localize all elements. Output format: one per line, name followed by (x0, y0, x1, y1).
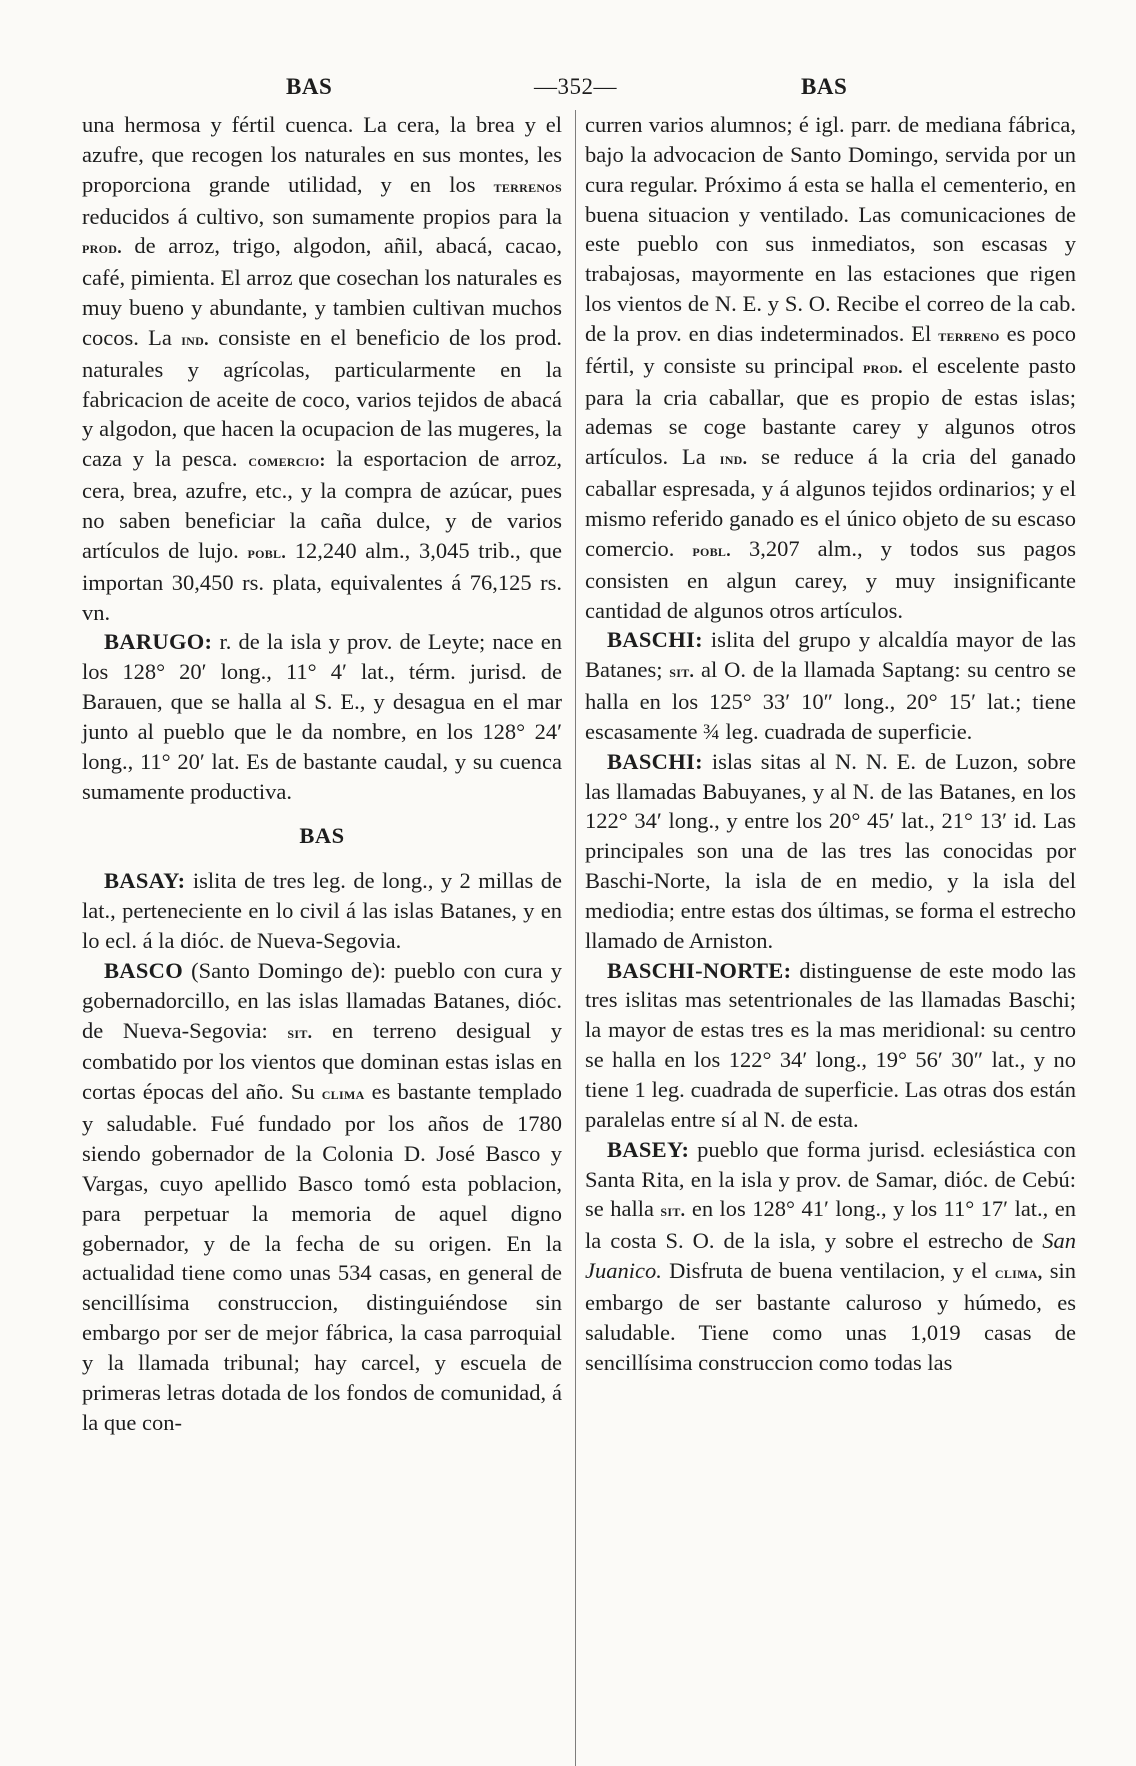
entry-headword: BASEY: (607, 1136, 690, 1162)
entry-text: distinguense de este modo las tres islitas mas setentrionales de las llamadas Baschi; la mayor de estas tres es la mas meridional: su centro se halla en los 122° 34′ long., 19° 56′ 30″ lat., y no tiene 1 leg. cuadrada de superficie. Las otras dos están paralelas entre sí al N. de esta. (585, 957, 1076, 1132)
text-run: consiste en el beneficio de los prod. naturales y agrícolas, particularmente en la fabricacion de aceite de coco, varios tejidos de abacá y algodon, que hacen la ocupacion de las mugeres, la caza y la pesca. (82, 324, 562, 472)
entry-headword: BASCHI-NORTE: (607, 957, 792, 983)
small-caps-term: prod. (82, 237, 122, 258)
entry-headword: BASAY: (104, 868, 186, 894)
text-run: pueblo que forma jurisd. eclesiástica con Santa Rita, en la isla y prov. de Samar, dióc. de Cebú: se halla (585, 1136, 1076, 1222)
text-run: sin embargo de ser bastante caluroso y húmedo, es saludable. Tiene como unas 1,019 casas de sencillísima construccion como todas las (585, 1258, 1076, 1375)
column-divider (575, 110, 576, 1766)
entry-barugo (82, 627, 562, 806)
right-column (585, 110, 1076, 1377)
small-caps-term: ind. (719, 448, 748, 469)
header-right-guide-word: BAS (801, 74, 848, 99)
entry-continuation-paragraph (82, 110, 562, 627)
small-caps-term: pobl. (692, 539, 731, 560)
page-number: —352— (534, 74, 617, 99)
text-run: se reduce á la cria del ganado caballar espresada, y á algunos tejidos ordinarios; y el mismo referido ganado es el único objeto de su escaso comercio. (585, 444, 1076, 561)
entry-headword: BASCHI: (607, 627, 703, 653)
text-run: en los 128° 41′ long., y los 11° 17′ lat., en la costa S. O. de la isla, y sobre el estrecho de (585, 1196, 1077, 1254)
small-caps-term: sit. (287, 1021, 313, 1042)
entry-basco (82, 956, 562, 1438)
text-run: la esportacion de arroz, cera, brea, azufre, etc., y la compra de azúcar, pues no saben beneficiar la caña dulce, y de varios artículos de lujo. (82, 446, 562, 563)
header-left-guide-word: BAS (286, 74, 333, 99)
small-caps-term: clima, (994, 1262, 1043, 1283)
small-caps-term: pobl. (247, 541, 287, 562)
text-run: curren varios alumnos; é igl. parr. de mediana fábrica, bajo la advocacion de Santo Domingo, servida por un cura regular. Próximo á esta se halla el cementerio, en buena situacion y ventilado. Las comunicaciones de este pueblo con sus inmediatos, son escasas y trabajosas, mayormente en las estaciones que rigen los vientos de N. E. y S. O. Recibe el correo de la cab. de la prov. en dias indeterminados. El (585, 112, 1076, 346)
small-caps-term: prod. (862, 356, 903, 377)
text-run: es poco fértil, y consiste su principal (585, 320, 1076, 378)
text-run: reducidos á cultivo, son sumamente propios para la (82, 203, 562, 229)
text-run: es bastante templado y saludable. Fué fundado por los años de 1780 siendo gobernador de la Colonia D. José Basco y Vargas, cuyo apellido Basco tomó esta poblacion, para perpetuar la memoria de aquel digno gobernador, y de la fecha de su origen. En la actualidad tiene como unas 534 casas, en general de sencillísima construccion, distinguiéndose sin embargo por ser de mejor fábrica, la casa parroquial y la llamada tribunal; hay carcel, y escuela de primeras letras dotada de los fondos de comunidad, á la que con- (82, 1079, 562, 1435)
entry-text: islas sitas al N. N. E. de Luzon, sobre las llamadas Babuyanes, y al N. de las Batanes, en los 122° 34′ long., y entre los 20° 45′ lat., 21° 13′ id. Las principales son una de las tres las conocidas por Baschi-Norte, la isla de en medio, y la isla del mediodia; entre estas dos últimas, se forma el estrecho llamado de Arniston. (585, 748, 1076, 953)
text-run: una hermosa y fértil cuenca. La cera, la brea y el azufre, que recogen los naturales en sus montes, les proporciona grande utilidad, y en los (82, 112, 562, 197)
left-column (82, 110, 562, 1437)
small-caps-term: sit. (669, 661, 695, 682)
small-caps-term: ind. (181, 328, 209, 349)
text-run: al O. de la llamada Saptang: su centro se halla en los 125° 33′ 10″ long., 20° 15′ lat.; tiene escasamente ¾ leg. cuadrada de superficie. (585, 657, 1076, 744)
text-run: el escelente pasto para la cria caballar, que es propio de estas islas; ademas se coge bastante carey y algunos otros artículos. La (585, 352, 1076, 470)
section-heading: BAS (299, 823, 345, 849)
entry-text: islita de tres leg. de long., y 2 millas de lat., perteneciente en lo civil á las islas Batanes, y en lo ecl. á la dióc. de Nueva-Segovia. (82, 868, 562, 954)
text-run: 12,240 alm., 3,045 trib., que importan 30,450 rs. plata, equivalentes á 76,125 rs. vn. (82, 537, 562, 625)
running-header (0, 70, 1136, 104)
text-run: (Santo Domingo de): pueblo con cura y gobernadorcillo, en las islas llamadas Batanes, dióc. de Nueva-Segovia: (82, 957, 562, 1043)
entry-text: r. de la isla y prov. de Leyte; nace en los 128° 20′ long., 11° 4′ lat., térm. jurisd. de Barauen, que se halla al S. E., y desagua en el mar junto al pueblo que le da nombre, en los 128° 24′ long., 11° 20′ lat. Es de bastante caudal, y su cuenca sumamente productiva. (82, 629, 562, 804)
entry-headword: BARUGO: (104, 629, 213, 655)
text-run: 3,207 alm., y todos sus pagos consisten en algun carey, y muy insignificante cantidad de algunos otros artículos. (585, 535, 1076, 623)
entry-basey (585, 1135, 1076, 1378)
text-run: islita del grupo y alcaldía mayor de las Batanes; (585, 627, 1076, 683)
small-caps-term: terreno (938, 324, 1000, 345)
text-run: Disfruta de buena ventilacion, y el (661, 1258, 995, 1284)
small-caps-term: comercio: (248, 450, 326, 471)
italic-place-name: San Juanico. (585, 1228, 1076, 1284)
entry-baschi-norte (585, 956, 1076, 1135)
small-caps-term: clima (321, 1083, 365, 1104)
text-run: en terreno desigual y combatido por los vientos que dominan estas islas en cortas épocas del año. Su (82, 1017, 562, 1105)
entry-headword: BASCHI: (607, 748, 703, 774)
entry-basco-continuation (585, 110, 1076, 625)
entry-basay (82, 866, 562, 956)
small-caps-term: sit. (660, 1200, 686, 1221)
entry-baschi-islas (585, 747, 1076, 956)
entry-baschi-islita (585, 625, 1076, 746)
small-caps-term: terrenos (493, 175, 562, 196)
text-run: de arroz, trigo, algodon, añil, abacá, cacao, café, pimienta. El arroz que cosechan los naturales es muy bueno y abundante, y tambien cultivan muchos cocos. La (82, 233, 562, 350)
entry-headword: BASCO (104, 957, 184, 983)
